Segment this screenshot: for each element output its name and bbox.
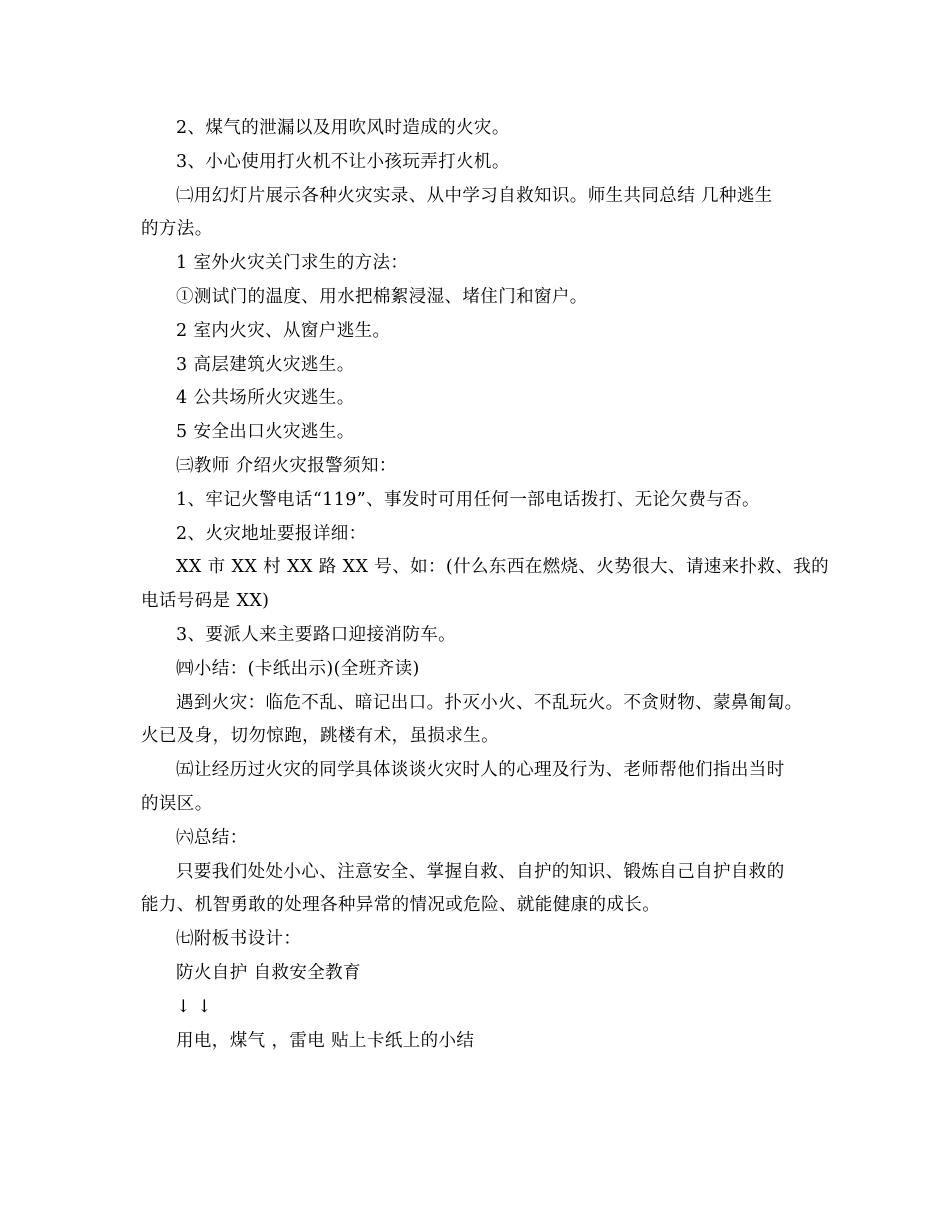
document-body (141, 112, 830, 1058)
text-line: 2、煤气的泄漏以及用吹风时造成的火灾。 (176, 118, 510, 138)
text-line: 电话号码是 XX) (141, 591, 270, 612)
text-line: 4 公共场所火灾逃生。 (176, 388, 355, 409)
text-line: 能力、机智勇敢的处理各种异常的情况或危险、就能健康的成长。 (141, 895, 661, 916)
text-line: 3 高层建筑火灾逃生。 (176, 354, 355, 375)
text-line: 火已及身，切勿惊跑，跳楼有术，虽损求生。 (141, 726, 499, 747)
text-line: 2 室内火灾、从窗户逃生。 (176, 320, 391, 341)
text-line: 的方法。 (141, 219, 213, 240)
text-line: 只要我们处处小心、注意安全、掌握自救、自护的知识、锻炼自己自护自救的 (176, 861, 785, 882)
text-line: 的误区。 (141, 793, 213, 814)
text-line: ↓ ↓ (176, 996, 213, 1017)
text-line: 用电，煤气 ，雷电 贴上卡纸上的小结 (176, 1030, 475, 1051)
text-line: ㈦附板书设计： (176, 929, 302, 950)
text-line: 1 室外火灾关门求生的方法： (176, 253, 409, 274)
text-line: XX 市 XX 村 XX 路 XX 号、如：(什么东西在燃烧、火势很大、请速来扑救、我的 (176, 557, 830, 578)
text-line: ㈤让经历过火灾的同学具体谈谈火灾时人的心理及行为、老师帮他们指出当时 (176, 760, 785, 781)
text-line: ㈣小结：(卡纸出示)(全班齐读) (176, 658, 420, 679)
text-line: 5 安全出口火灾逃生。 (176, 422, 355, 443)
text-line: ㈢教师 介绍火灾报警须知： (176, 455, 397, 476)
text-line: 遇到火灾：临危不乱、暗记出口。扑灭小火、不乱玩火。不贪财物、蒙鼻匍匐。 (176, 692, 803, 713)
text-line: ㈥总结： (176, 827, 248, 848)
text-line: 防火自护 自救安全教育 (176, 962, 361, 983)
text-line: 3、小心使用打火机不让小孩玩弄打火机。 (176, 151, 510, 172)
text-line: 3、要派人来主要路口迎接消防车。 (176, 624, 457, 645)
text-line: 1、牢记火警电话“119”、事发时可用任何一部电话拨打、无论欠费与否。 (176, 489, 760, 510)
text-line: 2、火灾地址要报详细： (176, 523, 367, 544)
text-line: ①测试门的温度、用水把棉絮浸湿、堵住门和窗户。 (176, 286, 588, 307)
text-line: ㈡用幻灯片展示各种火灾实录、从中学习自救知识。师生共同总结 几种逃生 (176, 185, 773, 206)
